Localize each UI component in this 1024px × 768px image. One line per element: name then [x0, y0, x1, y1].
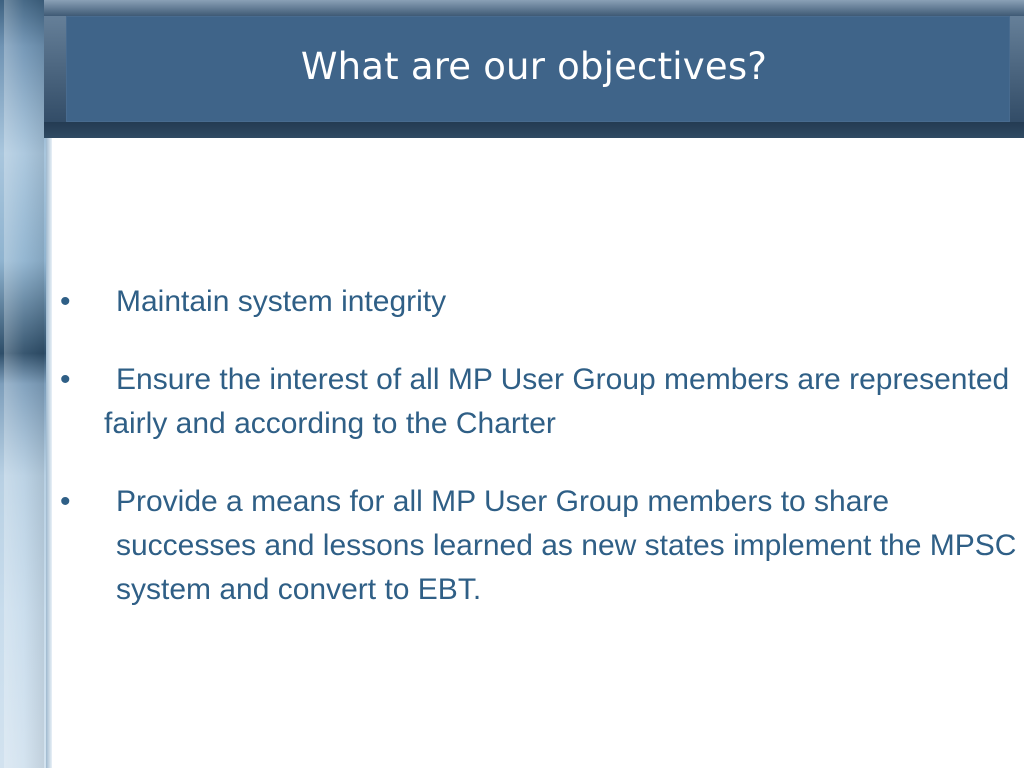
- bullet-text: Ensure the interest of all MP User Group members are represented fairly and according to the Charter: [104, 363, 1010, 440]
- bullet-marker: •: [60, 485, 71, 518]
- bullet-text: Maintain system integrity: [116, 285, 447, 318]
- bullet-list: [60, 280, 1020, 646]
- header-frame-bottom: [44, 122, 1024, 138]
- bullet-marker: •: [60, 285, 71, 318]
- bullet-item: [60, 358, 1020, 446]
- bullet-item: [60, 480, 1020, 612]
- left-bar-highlight: [4, 0, 44, 768]
- slide-title: What are our objectives?: [300, 45, 768, 88]
- bullet-item: [60, 280, 1020, 324]
- header-frame-top: [44, 0, 1024, 16]
- bullet-marker: •: [60, 363, 71, 396]
- bullet-text: Provide a means for all MP User Group members to share successes and lessons learned as new states implement the MPSC system and convert to EBT.: [116, 485, 1017, 606]
